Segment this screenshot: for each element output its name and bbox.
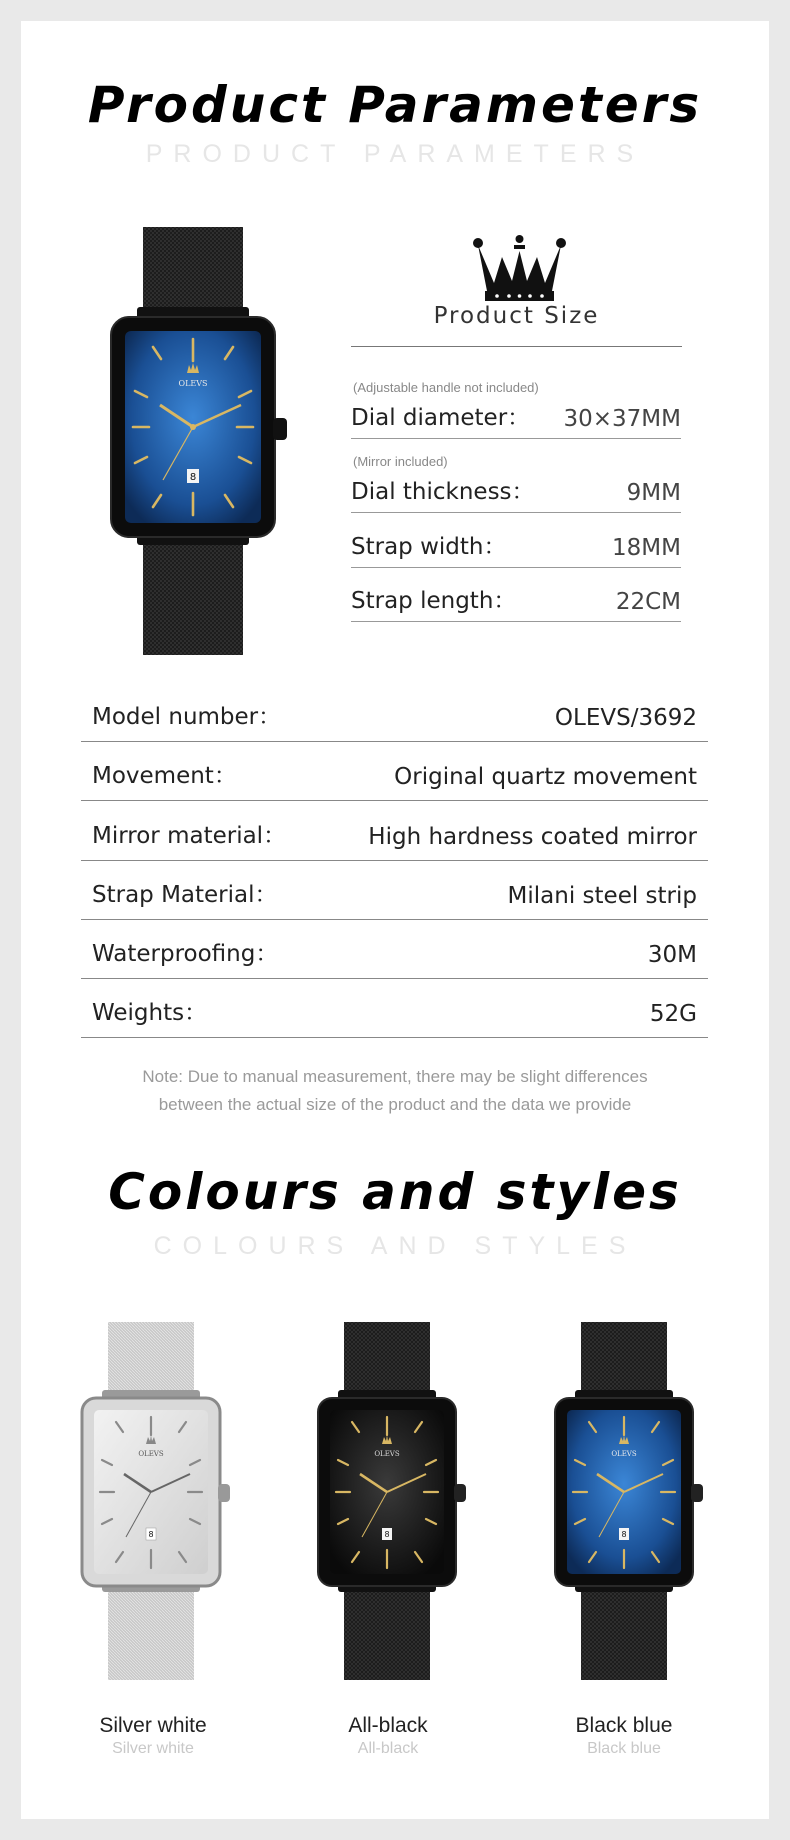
param-label: Strap Material： xyxy=(92,882,278,908)
param-value: Milani steel strip xyxy=(507,883,697,909)
param-row-mirror-material xyxy=(81,801,708,861)
measurement-note-line: between the actual size of the product and the data we provide xyxy=(158,1095,632,1114)
date-window-text: 8 xyxy=(189,472,197,483)
variant-watch-black-blue xyxy=(551,1322,711,1682)
size-row-value: 18MM xyxy=(612,535,681,561)
param-label: Mirror material： xyxy=(92,823,287,849)
variant-subname: All-black xyxy=(357,1740,419,1757)
crown-icon xyxy=(472,235,567,305)
param-label: Movement： xyxy=(92,763,237,789)
param-value: OLEVS/3692 xyxy=(554,705,697,731)
param-row-waterproofing xyxy=(81,919,708,979)
measurement-note xyxy=(0,1063,790,1119)
variant-caption-black-blue xyxy=(524,1714,724,1758)
size-row-note: (Mirror included) xyxy=(353,454,448,469)
product-watch-image xyxy=(105,225,305,665)
dial-brand-text: OLEVS xyxy=(138,1450,164,1458)
measurement-note-line: Note: Due to manual measurement, there may be slight differences xyxy=(142,1067,648,1086)
param-row-model-number xyxy=(81,682,708,742)
variant-subname: Silver white xyxy=(112,1740,194,1757)
section-subtitle-colours: COLOURS AND STYLES xyxy=(153,1232,637,1260)
param-value: Original quartz movement xyxy=(394,764,697,790)
section-title-parameters: Product Parameters xyxy=(87,76,703,134)
param-row-strap-material xyxy=(81,860,708,920)
section-title-colours: Colours and styles xyxy=(108,1163,682,1221)
size-row-strap-width xyxy=(351,520,681,568)
param-value: 30M xyxy=(647,942,697,968)
size-row-label: Dial thickness： xyxy=(351,479,535,505)
param-label: Weights： xyxy=(92,1000,208,1026)
date-window-text: 8 xyxy=(384,1530,390,1539)
size-row-dial-diameter xyxy=(351,380,681,439)
param-value: High hardness coated mirror xyxy=(368,824,697,850)
variant-caption-silver-white xyxy=(53,1714,253,1758)
dial-brand-text: OLEVS xyxy=(374,1450,400,1458)
product-size-divider xyxy=(351,346,682,347)
variant-name: Silver white xyxy=(99,1714,207,1737)
size-row-value: 30×37MM xyxy=(563,406,681,432)
dial-brand-text: OLEVS xyxy=(611,1450,637,1458)
section-subtitle-parameters: PRODUCT PARAMETERS xyxy=(145,140,645,168)
param-value: 52G xyxy=(649,1001,697,1027)
product-size-heading: Product Size xyxy=(433,303,600,329)
size-row-dial-thickness xyxy=(351,454,681,513)
dial-brand-text: OLEVS xyxy=(178,379,208,388)
size-row-label: Strap width： xyxy=(351,534,507,560)
param-row-weights xyxy=(81,978,708,1038)
size-row-note: (Adjustable handle not included) xyxy=(353,380,539,395)
param-label: Waterproofing： xyxy=(92,941,279,967)
variant-watch-all-black xyxy=(314,1322,474,1682)
size-row-value: 9MM xyxy=(626,480,681,506)
variant-subname: Black blue xyxy=(587,1740,661,1757)
size-row-strap-length xyxy=(351,574,681,622)
variant-name: Black blue xyxy=(575,1714,673,1737)
variant-name: All-black xyxy=(348,1714,428,1737)
size-row-value: 22CM xyxy=(615,589,681,615)
variant-watch-silver-white xyxy=(78,1322,238,1682)
variant-caption-all-black xyxy=(288,1714,488,1758)
size-row-label: Dial diameter： xyxy=(351,405,531,431)
date-window-text: 8 xyxy=(148,1530,154,1539)
size-row-label: Strap length： xyxy=(351,588,517,614)
param-row-movement xyxy=(81,741,708,801)
date-window-text: 8 xyxy=(621,1530,627,1539)
param-label: Model number： xyxy=(92,704,282,730)
